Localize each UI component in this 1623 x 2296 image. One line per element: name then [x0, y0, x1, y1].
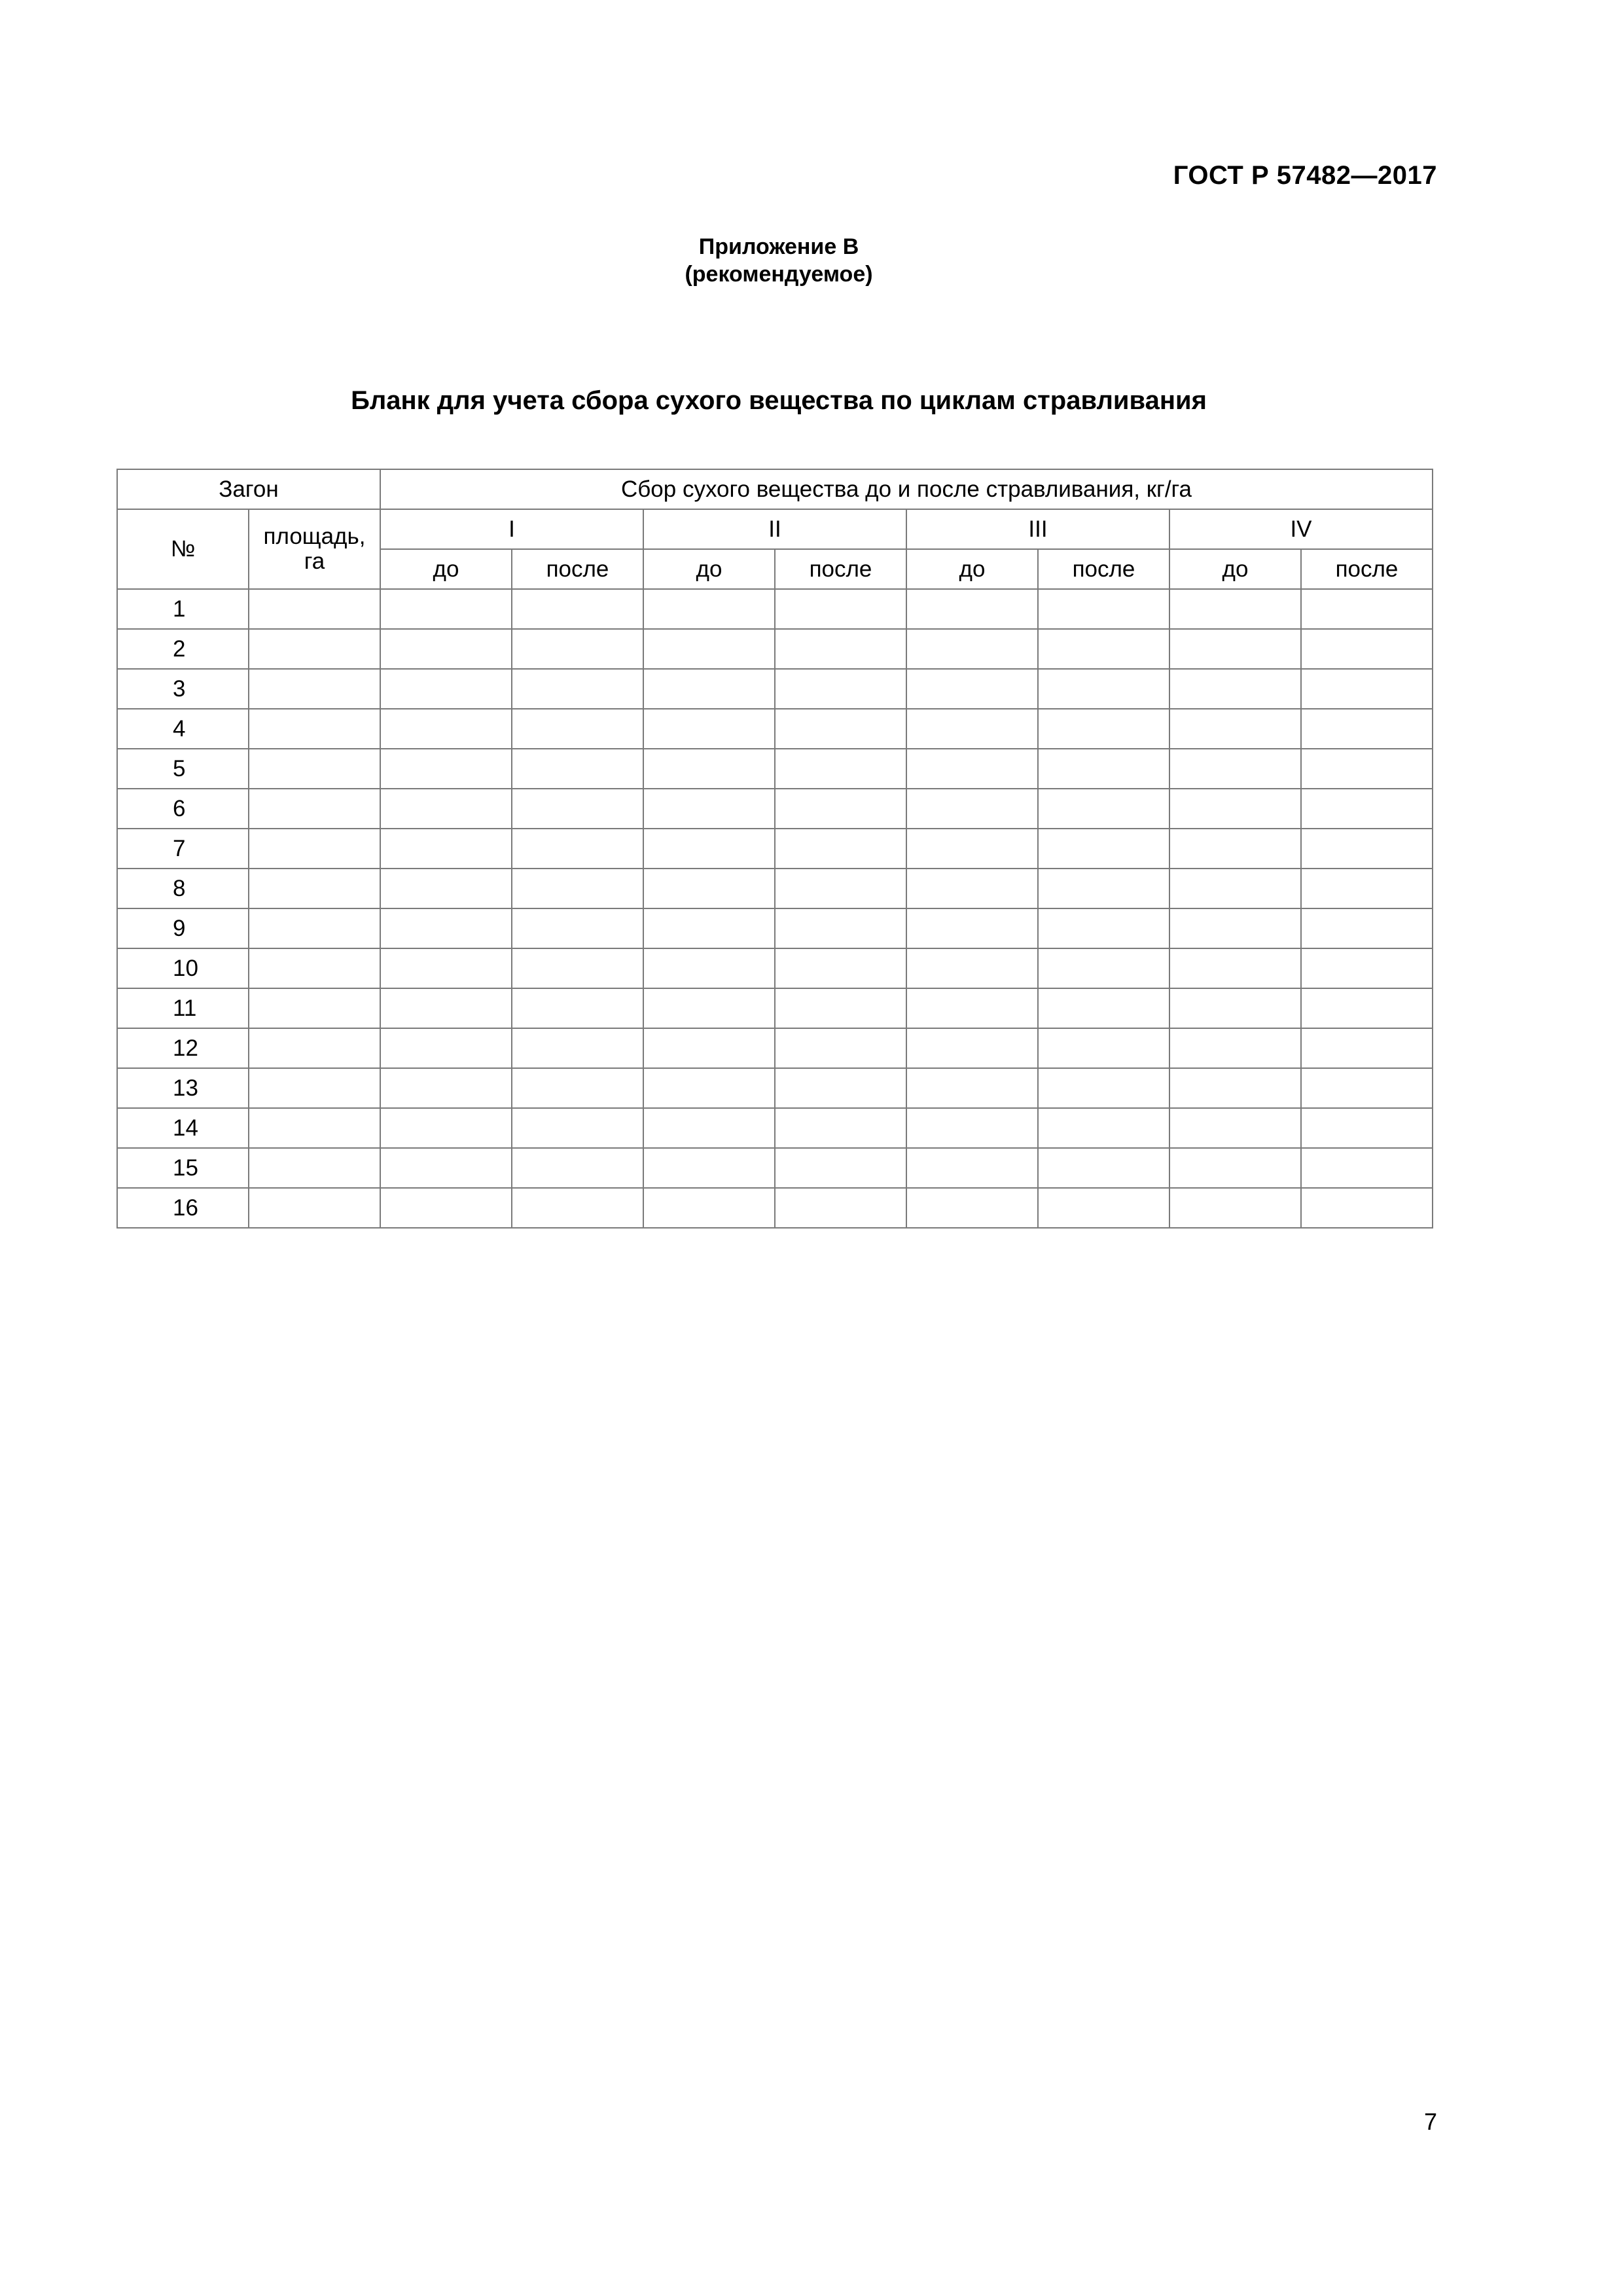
header-after: после: [512, 549, 643, 589]
value-cell: [775, 908, 906, 948]
value-cell: [1301, 1188, 1433, 1228]
table-row: [117, 709, 1433, 749]
value-cell: [380, 1028, 512, 1068]
value-cell: [906, 948, 1038, 988]
row-number: 4: [117, 709, 249, 749]
value-cell: [643, 709, 775, 749]
value-cell: [512, 749, 643, 789]
row-number: 14: [117, 1108, 249, 1148]
value-cell: [512, 869, 643, 908]
value-cell: [1169, 829, 1301, 869]
value-cell: [512, 1148, 643, 1188]
value-cell: [1169, 988, 1301, 1028]
value-cell: [643, 1108, 775, 1148]
value-cell: [775, 709, 906, 749]
area-cell: [249, 869, 380, 908]
value-cell: [380, 629, 512, 669]
value-cell: [1169, 948, 1301, 988]
value-cell: [643, 629, 775, 669]
value-cell: [643, 908, 775, 948]
area-cell: [249, 709, 380, 749]
table-row: [117, 829, 1433, 869]
area-cell: [249, 1028, 380, 1068]
value-cell: [1038, 789, 1169, 829]
header-collection: Сбор сухого вещества до и после стравливания, кг/га: [380, 469, 1433, 509]
value-cell: [1038, 669, 1169, 709]
value-cell: [1038, 1148, 1169, 1188]
table-row: [117, 589, 1433, 629]
table-row: [117, 1188, 1433, 1228]
area-cell: [249, 948, 380, 988]
value-cell: [775, 669, 906, 709]
value-cell: [643, 988, 775, 1028]
value-cell: [380, 1108, 512, 1148]
value-cell: [643, 1068, 775, 1108]
row-number: 11: [117, 988, 249, 1028]
value-cell: [1301, 908, 1433, 948]
header-before: до: [380, 549, 512, 589]
value-cell: [380, 829, 512, 869]
row-number: 6: [117, 789, 249, 829]
value-cell: [1169, 869, 1301, 908]
row-number: 12: [117, 1028, 249, 1068]
value-cell: [512, 589, 643, 629]
value-cell: [906, 589, 1038, 629]
value-cell: [1301, 1108, 1433, 1148]
row-number: 5: [117, 749, 249, 789]
area-cell: [249, 1148, 380, 1188]
value-cell: [380, 669, 512, 709]
value-cell: [643, 749, 775, 789]
value-cell: [1169, 709, 1301, 749]
table-row: [117, 1068, 1433, 1108]
value-cell: [1301, 869, 1433, 908]
value-cell: [512, 629, 643, 669]
value-cell: [1169, 589, 1301, 629]
table-row: [117, 908, 1433, 948]
value-cell: [1169, 629, 1301, 669]
value-cell: [1169, 1028, 1301, 1068]
value-cell: [512, 709, 643, 749]
value-cell: [775, 948, 906, 988]
row-number: 3: [117, 669, 249, 709]
value-cell: [1301, 749, 1433, 789]
standard-designation: ГОСТ Р 57482—2017: [1173, 161, 1437, 190]
value-cell: [906, 1068, 1038, 1108]
value-cell: [775, 1148, 906, 1188]
row-number: 16: [117, 1188, 249, 1228]
row-number: 13: [117, 1068, 249, 1108]
value-cell: [380, 709, 512, 749]
value-cell: [1301, 589, 1433, 629]
value-cell: [775, 988, 906, 1028]
value-cell: [1169, 1148, 1301, 1188]
row-number: 2: [117, 629, 249, 669]
value-cell: [380, 869, 512, 908]
page-number: 7: [1423, 2108, 1437, 2135]
value-cell: [512, 829, 643, 869]
value-cell: [512, 1028, 643, 1068]
value-cell: [775, 1028, 906, 1068]
value-cell: [512, 789, 643, 829]
value-cell: [1169, 669, 1301, 709]
value-cell: [1038, 629, 1169, 669]
value-cell: [906, 789, 1038, 829]
value-cell: [1038, 829, 1169, 869]
row-number: 8: [117, 869, 249, 908]
value-cell: [1169, 789, 1301, 829]
value-cell: [1038, 869, 1169, 908]
value-cell: [380, 749, 512, 789]
value-cell: [1038, 1188, 1169, 1228]
value-cell: [906, 749, 1038, 789]
value-cell: [380, 589, 512, 629]
value-cell: [1301, 948, 1433, 988]
value-cell: [643, 1148, 775, 1188]
value-cell: [380, 1188, 512, 1228]
header-row-groups: [117, 469, 1433, 509]
header-number: №: [117, 509, 249, 589]
value-cell: [380, 1068, 512, 1108]
table-row: [117, 1028, 1433, 1068]
value-cell: [1038, 749, 1169, 789]
header-before: до: [906, 549, 1038, 589]
value-cell: [906, 869, 1038, 908]
table-row: [117, 789, 1433, 829]
value-cell: [1301, 1068, 1433, 1108]
value-cell: [775, 589, 906, 629]
table-row: [117, 669, 1433, 709]
value-cell: [380, 988, 512, 1028]
value-cell: [1038, 1068, 1169, 1108]
value-cell: [1301, 1028, 1433, 1068]
value-cell: [512, 1068, 643, 1108]
header-after: после: [1301, 549, 1433, 589]
value-cell: [906, 988, 1038, 1028]
table-row: [117, 1148, 1433, 1188]
table-row: [117, 988, 1433, 1028]
value-cell: [775, 789, 906, 829]
appendix-status: (рекомендуемое): [685, 262, 873, 287]
form-title: Бланк для учета сбора сухого вещества по циклам стравливания: [351, 386, 1207, 415]
value-cell: [1169, 1068, 1301, 1108]
table-row: [117, 948, 1433, 988]
value-cell: [643, 789, 775, 829]
value-cell: [906, 829, 1038, 869]
value-cell: [906, 709, 1038, 749]
value-cell: [906, 908, 1038, 948]
value-cell: [1301, 789, 1433, 829]
value-cell: [643, 1028, 775, 1068]
value-cell: [1038, 948, 1169, 988]
value-cell: [1038, 1028, 1169, 1068]
value-cell: [380, 948, 512, 988]
value-cell: [380, 789, 512, 829]
value-cell: [1038, 988, 1169, 1028]
table-row: [117, 749, 1433, 789]
value-cell: [775, 1188, 906, 1228]
value-cell: [1038, 589, 1169, 629]
value-cell: [1169, 1108, 1301, 1148]
area-cell: [249, 669, 380, 709]
value-cell: [906, 1028, 1038, 1068]
value-cell: [1301, 709, 1433, 749]
area-cell: [249, 908, 380, 948]
area-cell: [249, 1108, 380, 1148]
value-cell: [775, 1068, 906, 1108]
value-cell: [512, 1188, 643, 1228]
row-number: 10: [117, 948, 249, 988]
dry-matter-form-table: [116, 469, 1433, 1229]
value-cell: [1038, 1108, 1169, 1148]
header-after: после: [1038, 549, 1169, 589]
value-cell: [1301, 829, 1433, 869]
table-row: [117, 629, 1433, 669]
table-row: [117, 1108, 1433, 1148]
header-after: после: [775, 549, 906, 589]
header-before: до: [643, 549, 775, 589]
header-before: до: [1169, 549, 1301, 589]
area-cell: [249, 629, 380, 669]
value-cell: [1301, 629, 1433, 669]
area-cell: [249, 829, 380, 869]
value-cell: [512, 669, 643, 709]
value-cell: [1301, 1148, 1433, 1188]
value-cell: [1169, 1188, 1301, 1228]
row-number: 9: [117, 908, 249, 948]
value-cell: [643, 1188, 775, 1228]
value-cell: [380, 1148, 512, 1188]
value-cell: [643, 669, 775, 709]
value-cell: [512, 948, 643, 988]
value-cell: [775, 869, 906, 908]
header-area: площадь, га: [249, 509, 380, 589]
value-cell: [775, 829, 906, 869]
value-cell: [906, 629, 1038, 669]
appendix-title: Приложение В: [698, 234, 859, 259]
area-cell: [249, 589, 380, 629]
header-pen: Загон: [117, 469, 380, 509]
value-cell: [1301, 669, 1433, 709]
header-cycle-1: I: [380, 509, 643, 549]
value-cell: [643, 869, 775, 908]
value-cell: [775, 629, 906, 669]
value-cell: [906, 1188, 1038, 1228]
value-cell: [906, 669, 1038, 709]
value-cell: [906, 1148, 1038, 1188]
value-cell: [1038, 908, 1169, 948]
row-number: 7: [117, 829, 249, 869]
table-row: [117, 869, 1433, 908]
header-row-cycles: [117, 509, 1433, 549]
value-cell: [643, 589, 775, 629]
header-cycle-2: II: [643, 509, 906, 549]
value-cell: [1169, 908, 1301, 948]
value-cell: [775, 749, 906, 789]
header-cycle-4: IV: [1169, 509, 1433, 549]
appendix-heading: [0, 233, 1558, 288]
value-cell: [643, 829, 775, 869]
value-cell: [380, 908, 512, 948]
row-number: 1: [117, 589, 249, 629]
value-cell: [643, 948, 775, 988]
area-cell: [249, 1068, 380, 1108]
value-cell: [906, 1108, 1038, 1148]
value-cell: [512, 988, 643, 1028]
area-cell: [249, 789, 380, 829]
area-cell: [249, 749, 380, 789]
header-cycle-3: III: [906, 509, 1169, 549]
value-cell: [512, 908, 643, 948]
value-cell: [1301, 988, 1433, 1028]
value-cell: [1169, 749, 1301, 789]
value-cell: [512, 1108, 643, 1148]
value-cell: [1038, 709, 1169, 749]
area-cell: [249, 988, 380, 1028]
area-cell: [249, 1188, 380, 1228]
value-cell: [775, 1108, 906, 1148]
row-number: 15: [117, 1148, 249, 1188]
